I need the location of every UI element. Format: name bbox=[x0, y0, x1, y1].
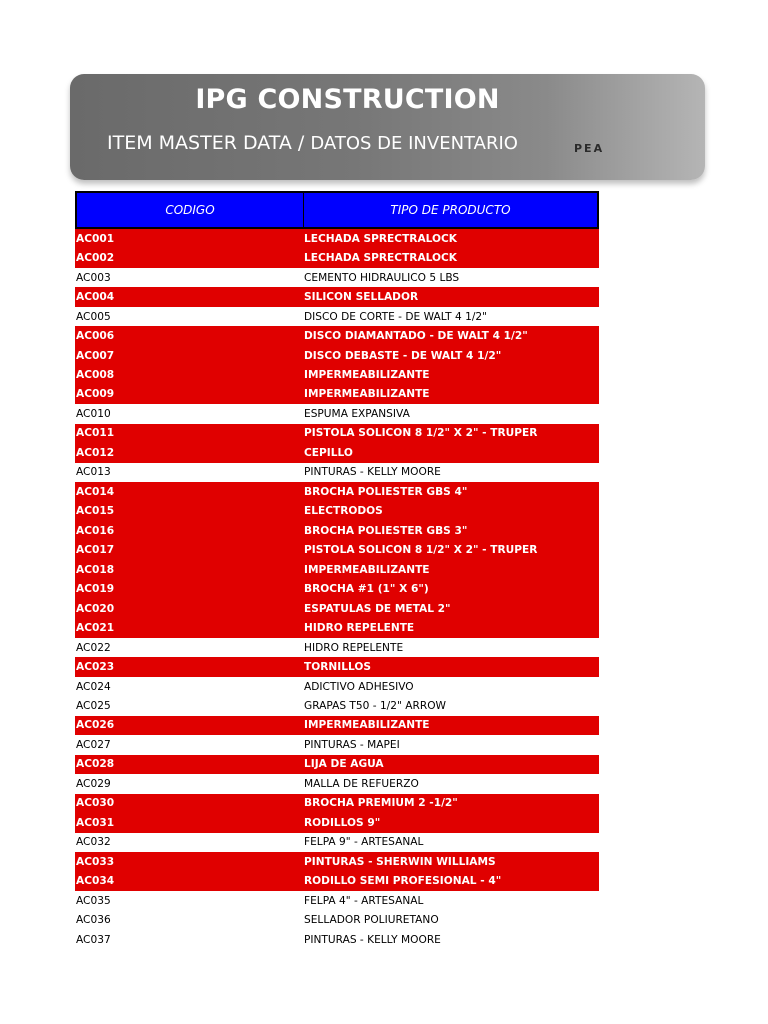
table-row[interactable] bbox=[75, 735, 599, 754]
cell-codigo[interactable]: AC008 bbox=[76, 369, 115, 382]
cell-tipo-de-producto[interactable]: BROCHA POLIESTER GBS 3" bbox=[304, 524, 468, 537]
cell-tipo-de-producto[interactable]: SILICON SELLADOR bbox=[304, 291, 419, 304]
cell-codigo[interactable]: AC025 bbox=[76, 699, 111, 712]
table-row[interactable] bbox=[75, 755, 599, 774]
cell-codigo[interactable]: AC003 bbox=[76, 271, 111, 284]
cell-codigo[interactable]: AC017 bbox=[76, 544, 115, 557]
table-row[interactable] bbox=[75, 268, 599, 287]
table-row[interactable] bbox=[75, 599, 599, 618]
cell-tipo-de-producto[interactable]: MALLA DE REFUERZO bbox=[304, 777, 419, 790]
cell-tipo-de-producto[interactable]: FELPA 9" - ARTESANAL bbox=[304, 836, 424, 849]
cell-codigo[interactable]: AC032 bbox=[76, 836, 111, 849]
table-row[interactable] bbox=[75, 891, 599, 910]
table-row[interactable] bbox=[75, 560, 599, 579]
cell-tipo-de-producto[interactable]: HIDRO REPELENTE bbox=[304, 622, 415, 635]
cell-tipo-de-producto[interactable]: CEMENTO HIDRAULICO 5 LBS bbox=[304, 271, 460, 284]
cell-codigo[interactable]: AC016 bbox=[76, 524, 115, 537]
table-row[interactable] bbox=[75, 346, 599, 365]
table-row[interactable] bbox=[75, 716, 599, 735]
item-master-table bbox=[75, 191, 599, 949]
cell-codigo[interactable]: AC029 bbox=[76, 777, 111, 790]
cell-tipo-de-producto[interactable]: IMPERMEABILIZANTE bbox=[304, 369, 430, 382]
cell-tipo-de-producto[interactable]: DISCO DIAMANTADO - DE WALT 4 1/2" bbox=[304, 330, 528, 343]
cell-tipo-de-producto[interactable]: IMPERMEABILIZANTE bbox=[304, 563, 430, 576]
cell-tipo-de-producto[interactable]: LIJA DE AGUA bbox=[304, 758, 384, 771]
cell-tipo-de-producto[interactable]: DISCO DEBASTE - DE WALT 4 1/2" bbox=[304, 349, 502, 362]
cell-tipo-de-producto[interactable]: FELPA 4" - ARTESANAL bbox=[304, 894, 424, 907]
cell-codigo[interactable]: AC034 bbox=[76, 875, 115, 888]
cell-tipo-de-producto[interactable]: PISTOLA SOLICON 8 1/2" X 2" - TRUPER bbox=[304, 427, 538, 440]
cell-codigo[interactable]: AC004 bbox=[76, 291, 115, 304]
cell-tipo-de-producto[interactable]: IMPERMEABILIZANTE bbox=[304, 388, 430, 401]
document-subtitle bbox=[107, 132, 518, 154]
title-banner bbox=[70, 74, 705, 180]
cell-tipo-de-producto[interactable]: ESPUMA EXPANSIVA bbox=[304, 407, 410, 420]
cell-codigo[interactable]: AC027 bbox=[76, 738, 111, 751]
table-row[interactable] bbox=[75, 871, 599, 890]
cell-tipo-de-producto[interactable]: PINTURAS - SHERWIN WILLIAMS bbox=[304, 855, 496, 868]
cell-codigo[interactable]: AC009 bbox=[76, 388, 115, 401]
table-row[interactable] bbox=[75, 463, 599, 482]
table-row[interactable] bbox=[75, 482, 599, 501]
cell-tipo-de-producto[interactable]: PINTURAS - KELLY MOORE bbox=[304, 466, 441, 479]
cell-tipo-de-producto[interactable]: LECHADA SPRECTRALOCK bbox=[304, 252, 458, 265]
table-row[interactable] bbox=[75, 910, 599, 929]
table-row[interactable] bbox=[75, 365, 599, 384]
table-row[interactable] bbox=[75, 248, 599, 267]
cell-codigo[interactable]: AC005 bbox=[76, 310, 111, 323]
cell-codigo[interactable]: AC015 bbox=[76, 505, 115, 518]
table-row[interactable] bbox=[75, 813, 599, 832]
column-header-codigo[interactable]: CODIGO bbox=[77, 193, 304, 227]
cell-tipo-de-producto[interactable]: CEPILLO bbox=[304, 446, 353, 459]
table-row[interactable] bbox=[75, 404, 599, 423]
cell-codigo[interactable]: AC031 bbox=[76, 816, 115, 829]
cell-tipo-de-producto[interactable]: PINTURAS - MAPEI bbox=[304, 738, 400, 751]
cell-tipo-de-producto[interactable]: SELLADOR POLIURETANO bbox=[304, 914, 439, 927]
table-row[interactable] bbox=[75, 424, 599, 443]
table-row[interactable] bbox=[75, 326, 599, 345]
cell-tipo-de-producto[interactable]: PISTOLA SOLICON 8 1/2" X 2" - TRUPER bbox=[304, 544, 538, 557]
table-row[interactable] bbox=[75, 618, 599, 637]
cell-codigo[interactable]: AC002 bbox=[76, 252, 115, 265]
table-row[interactable] bbox=[75, 502, 599, 521]
table-body bbox=[75, 229, 599, 949]
cell-tipo-de-producto[interactable]: BROCHA #1 (1" X 6") bbox=[304, 583, 429, 596]
cell-codigo[interactable]: AC022 bbox=[76, 641, 111, 654]
cell-codigo[interactable]: AC007 bbox=[76, 349, 115, 362]
table-row[interactable] bbox=[75, 579, 599, 598]
company-title: IPG CONSTRUCTION bbox=[195, 84, 500, 115]
cell-tipo-de-producto[interactable]: ESPATULAS DE METAL 2" bbox=[304, 602, 451, 615]
cell-tipo-de-producto[interactable]: IMPERMEABILIZANTE bbox=[304, 719, 430, 732]
cell-tipo-de-producto[interactable]: DISCO DE CORTE - DE WALT 4 1/2" bbox=[304, 310, 488, 323]
cell-codigo[interactable]: AC019 bbox=[76, 583, 115, 596]
cell-codigo[interactable]: AC023 bbox=[76, 661, 115, 674]
subtitle-lead: ITEM MASTER DATA / bbox=[107, 132, 311, 154]
cell-codigo[interactable]: AC028 bbox=[76, 758, 115, 771]
table-row[interactable] bbox=[75, 521, 599, 540]
cell-codigo[interactable]: AC010 bbox=[76, 407, 111, 420]
cut-off-text: PEA bbox=[574, 142, 605, 155]
table-row[interactable] bbox=[75, 930, 599, 949]
table-row[interactable] bbox=[75, 774, 599, 793]
cell-codigo[interactable]: AC020 bbox=[76, 602, 115, 615]
cell-tipo-de-producto[interactable]: BROCHA PREMIUM 2 -1/2" bbox=[304, 797, 458, 810]
cell-codigo[interactable]: AC021 bbox=[76, 622, 115, 635]
cell-codigo[interactable]: AC026 bbox=[76, 719, 115, 732]
table-row[interactable] bbox=[75, 307, 599, 326]
table-row[interactable] bbox=[75, 287, 599, 306]
table-row[interactable] bbox=[75, 385, 599, 404]
cell-tipo-de-producto[interactable]: TORNILLOS bbox=[304, 661, 371, 674]
cell-codigo[interactable]: AC036 bbox=[76, 914, 111, 927]
cell-codigo[interactable]: AC012 bbox=[76, 446, 115, 459]
cell-codigo[interactable]: AC033 bbox=[76, 855, 115, 868]
table-row[interactable] bbox=[75, 657, 599, 676]
cell-tipo-de-producto[interactable]: BROCHA POLIESTER GBS 4" bbox=[304, 485, 468, 498]
cell-codigo[interactable]: AC018 bbox=[76, 563, 115, 576]
cell-codigo[interactable]: AC011 bbox=[76, 427, 115, 440]
cell-codigo[interactable]: AC006 bbox=[76, 330, 115, 343]
table-row[interactable] bbox=[75, 794, 599, 813]
cell-codigo[interactable]: AC001 bbox=[76, 232, 115, 245]
cell-codigo[interactable]: AC014 bbox=[76, 485, 115, 498]
table-row[interactable] bbox=[75, 443, 599, 462]
cell-tipo-de-producto[interactable]: HIDRO REPELENTE bbox=[304, 641, 404, 654]
cell-tipo-de-producto[interactable]: PINTURAS - KELLY MOORE bbox=[304, 933, 441, 946]
cell-codigo[interactable]: AC030 bbox=[76, 797, 115, 810]
cell-tipo-de-producto[interactable]: RODILLOS 9" bbox=[304, 816, 381, 829]
cell-codigo[interactable]: AC024 bbox=[76, 680, 111, 693]
table-row[interactable] bbox=[75, 229, 599, 248]
table-row[interactable] bbox=[75, 541, 599, 560]
cell-tipo-de-producto[interactable]: GRAPAS T50 - 1/2" ARROW bbox=[304, 699, 447, 712]
cell-tipo-de-producto[interactable]: RODILLO SEMI PROFESIONAL - 4" bbox=[304, 875, 502, 888]
table-header-row bbox=[75, 191, 599, 229]
table-row[interactable] bbox=[75, 638, 599, 657]
table-row[interactable] bbox=[75, 852, 599, 871]
cell-tipo-de-producto[interactable]: ADICTIVO ADHESIVO bbox=[304, 680, 414, 693]
cell-codigo[interactable]: AC013 bbox=[76, 466, 111, 479]
column-header-tipo-de-producto[interactable]: TIPO DE PRODUCTO bbox=[390, 203, 511, 217]
table-row[interactable] bbox=[75, 677, 599, 696]
table-row[interactable] bbox=[75, 696, 599, 715]
cell-codigo[interactable]: AC035 bbox=[76, 894, 111, 907]
table-row[interactable] bbox=[75, 833, 599, 852]
cell-codigo[interactable]: AC037 bbox=[76, 933, 111, 946]
subtitle-rest: DATOS DE INVENTARIO bbox=[310, 133, 518, 154]
cell-tipo-de-producto[interactable]: LECHADA SPRECTRALOCK bbox=[304, 232, 458, 245]
cell-tipo-de-producto[interactable]: ELECTRODOS bbox=[304, 505, 383, 518]
